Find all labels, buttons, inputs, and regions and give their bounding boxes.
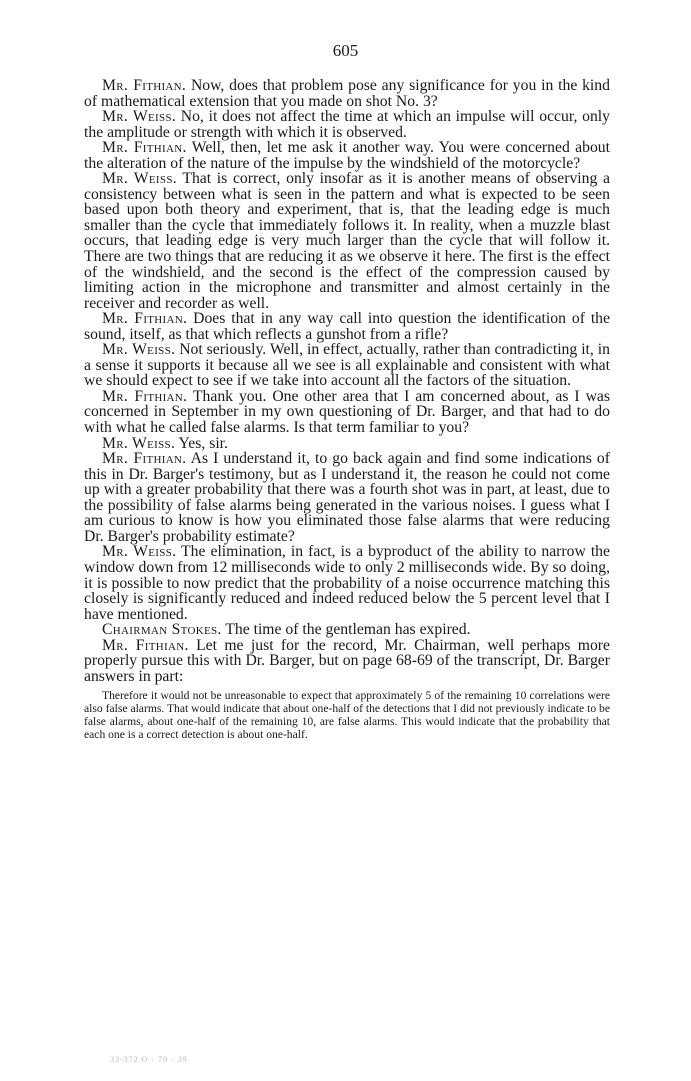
testimony-paragraph [84, 451, 610, 544]
paragraph-text: No, it does not affect the time at which an impulse will occur, only the amplitude or strength with which it is observed. [84, 108, 610, 141]
testimony-paragraph [84, 436, 610, 452]
speaker-name: Chairman Stokes. [102, 621, 222, 639]
speaker-name: Mr. Fithian. [102, 310, 188, 328]
speaker-name: Mr. Fithian. [102, 387, 188, 405]
testimony-paragraph [84, 171, 610, 311]
testimony-paragraph [84, 78, 610, 109]
speaker-name: Mr. Weiss. [102, 170, 177, 188]
paragraph-text: Not seriously. Well, in effect, actually, rather than contradicting it, in a sense it supports it because all we see is all explainable and consistent with what we should expect to see if we take into account all the factors of the situation. [84, 341, 610, 390]
page-number: 605 [332, 41, 359, 60]
speaker-name: Mr. Weiss. [102, 108, 177, 126]
paragraph-text: Well, then, let me ask it another way. You were concerned about the alteration of the nature of the impulse by the windshield of the motorcycle? [84, 139, 610, 172]
speaker-name: Mr. Fithian. [102, 450, 187, 468]
testimony-paragraph [84, 311, 610, 342]
block-quote: Therefore it would not be unreasonable to expect that approximately 5 of the remaining 10 correlations were also false alarms. That would indicate that about one-half of the detections that I did not previously indicate to be false alarms, about one-half of the remaining 10, are false alarms. This would indicate that the probability that each one is a correct detection is about one-half. [84, 689, 610, 742]
paragraph-text: The elimination, in fact, is a byproduct of the ability to narrow the window down from 12 milliseconds wide to only 2 milliseconds wide. By so doing, it is possible to now predict that the probability of a noise occurrence matching this closely is significantly reduced and indeed reduced below the 5 percent level that I have mentioned. [84, 543, 610, 623]
speaker-name: Mr. Fithian. [102, 636, 189, 654]
testimony-paragraph [84, 109, 610, 140]
paragraph-text: As I understand it, to go back again and find some indications of this in Dr. Barger's testimony, but as I understand it, the reason he could not come up with a greater probability that there was a fourth shot was in part, at least, due to the possibility of false alarms being generated in the various noises. I guess what I am curious to know is how you eliminated those false alarms that were reducing Dr. Barger's probability estimate? [84, 450, 610, 545]
testimony-paragraph [84, 140, 610, 171]
paragraph-text: Yes, sir. [175, 434, 228, 452]
speaker-name: Mr. Weiss. [102, 434, 176, 452]
print-code-footer: 33-372 O - 79 - 39 [110, 1055, 188, 1064]
testimony-paragraph [84, 389, 610, 436]
paragraph-text: Thank you. One other area that I am concerned about, as I was concerned in September in my own questioning of Dr. Barger, and that had to do with what he called false alarms. Is that term familiar to you? [84, 387, 610, 437]
paragraph-text: Let me just for the record, Mr. Chairman, well perhaps more properly pursue this with Dr. Barger, but on page 68-69 of the transcript, Dr. Barger answers in part: [84, 636, 610, 685]
speaker-name: Mr. Weiss. [102, 543, 177, 561]
speaker-name: Mr. Weiss. [102, 341, 176, 359]
paragraph-text: The time of the gentleman has expired. [221, 621, 471, 639]
paragraph-text: That is correct, only insofar as it is another means of observing a consistency between what is seen in the pattern and what is expected to be seen based upon both theory and experiment, that is, that the leading edge is much smaller than the cycle that immediately follows it. In reality, when a muzzle blast occurs, that leading edge is very much larger than the cycle that will follow it. There are two things that are reducing it as we observe it here. The first is the effect of the windshield, and the second is the effect of the compression caused by limiting action in the microphone and transmitter and almost certainly in the receiver and recorder as well. [84, 170, 610, 312]
paragraph-text: Does that in any way call into question the identification of the sound, itself, as that which reflects a gunshot from a rifle? [84, 310, 610, 343]
testimony-paragraph [84, 638, 610, 685]
testimony-paragraph [84, 544, 610, 622]
speaker-name: Mr. Fithian. [102, 77, 187, 94]
testimony-paragraph [84, 622, 610, 638]
paragraph-text: Now, does that problem pose any significance for you in the kind of mathematical extension that you made on shot No. 3? [84, 77, 610, 110]
testimony-paragraph [84, 342, 610, 389]
testimony-body [84, 78, 610, 741]
speaker-name: Mr. Fithian. [102, 139, 187, 157]
